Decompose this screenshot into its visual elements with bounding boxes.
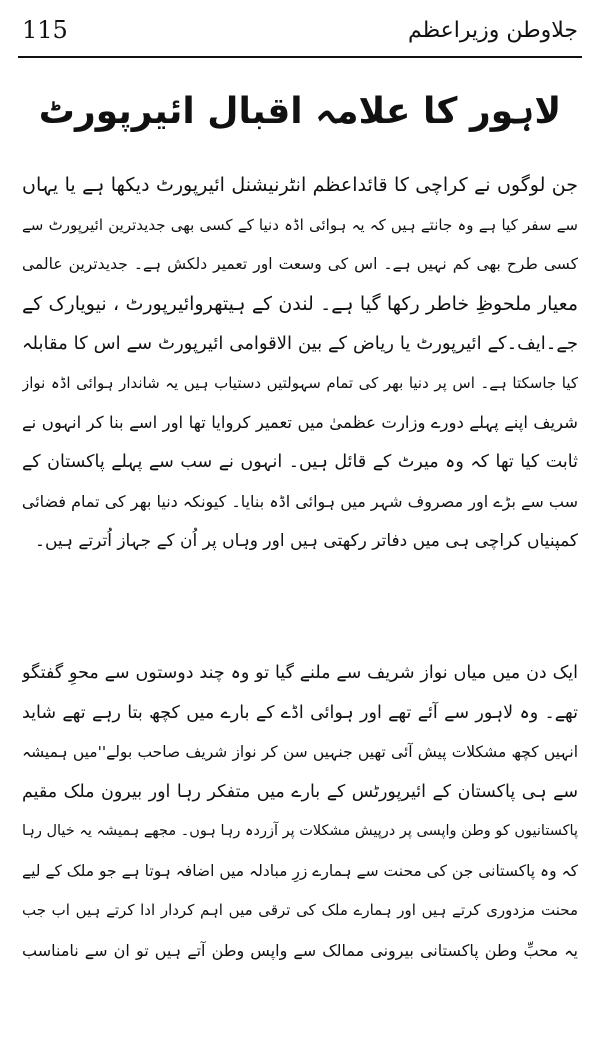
- text-line: سے ہی پاکستان کے ائیرپورٹس کے بارے میں متفکر رہا اور بیرون ملک مقیم: [22, 781, 578, 802]
- text-line: کیا جاسکتا ہے۔ اس پر دنیا بھر کی تمام سہولتیں دستیاب ہیں یہ شاندار ہوائی اڈہ نواز: [22, 373, 578, 392]
- page-header: [22, 8, 578, 52]
- text-line: ثابت کیا تھا کہ وہ میرٹ کے قائل ہیں۔ انہوں نے سب سے پہلے پاکستان کے: [22, 451, 578, 472]
- text-line: یہ محبِّ وطن پاکستانی بیرونی ممالک سے واپس وطن آتے ہیں تو ان سے نامناسب: [22, 940, 578, 960]
- text-line: معیار ملحوظِ خاطر رکھا گیا ہے۔ لندن کے ہیتھروائیرپورٹ ، نیویارک کے: [22, 292, 578, 315]
- text-line: ایک دن میں میاں نواز شریف سے ملنے گیا تو وہ چند دوستوں سے محوِ گفتگو: [22, 663, 578, 683]
- text-line: جن لوگوں نے کراچی کا قائداعظم انٹرنیشنل ائیرپورٹ دیکھا ہے یا یہاں: [22, 174, 578, 196]
- chapter-title: لاہور کا علامہ اقبال ائیرپورٹ: [38, 91, 562, 132]
- text-line: محنت مزدوری کرتے ہیں اور ہمارے ملک کی ترقی میں اہم کردار ادا کرتے ہیں اب جب: [22, 901, 578, 919]
- text-line: کہ وہ پاکستانی جن کی محنت سے ہمارے زرِ مبادلہ میں اضافہ ہوتا ہے جو ملک کے لیے: [22, 861, 578, 880]
- paragraph-1: [22, 166, 578, 561]
- text-line: انہیں کچھ مشکلات پیش آئی تھیں جنہیں سن کر نواز شریف صاحب بولے''میں ہمیشہ: [22, 743, 578, 761]
- header-divider: [18, 56, 582, 58]
- running-header-title: جلاوطن وزیراعظم: [407, 17, 578, 43]
- text-line: جے۔ایف۔کے ائیرپورٹ یا ریاض کے بین الاقوامی ائیرپورٹ سے اس کا مقابلہ: [22, 333, 578, 354]
- page-number: 115: [22, 16, 68, 44]
- text-line: سب سے بڑے اور مصروف شہر میں ہوائی اڈہ بنایا۔ کیونکہ دنیا بھر کی تمام فضائی: [22, 492, 578, 511]
- text-line: شریف اپنے پہلے دورے وزارت عظمیٰ میں تعمیر کروایا تھا اور اسے بنا کر انہوں نے: [22, 413, 578, 432]
- text-line: پاکستانیوں کو وطن واپسی پر درپیش مشکلات پر آزردہ رہا ہوں۔ مجھے ہمیشہ یہ خیال رہا: [22, 823, 578, 839]
- paragraph-2: [22, 654, 578, 970]
- text-line: سے سفر کیا ہے وہ جانتے ہیں کہ یہ ہوائی اڈہ دنیا کے کسی بھی جدیدترین ائیرپورٹ سے: [22, 215, 578, 234]
- text-line: تھے۔ وہ لاہور سے آئے تھے اور ہوائی اڈے کے بارے میں کچھ بتا رہے تھے شاید: [22, 702, 578, 723]
- text-line: کسی طرح بھی کم نہیں ہے۔ اس کی وسعت اور تعمیر دلکش ہے۔ جدیدترین عالمی: [22, 255, 578, 273]
- text-line: کمپنیاں کراچی ہی میں دفاتر رکھتی ہیں اور وہاں پر اُن کے جہاز اُترتے ہیں۔: [35, 530, 578, 551]
